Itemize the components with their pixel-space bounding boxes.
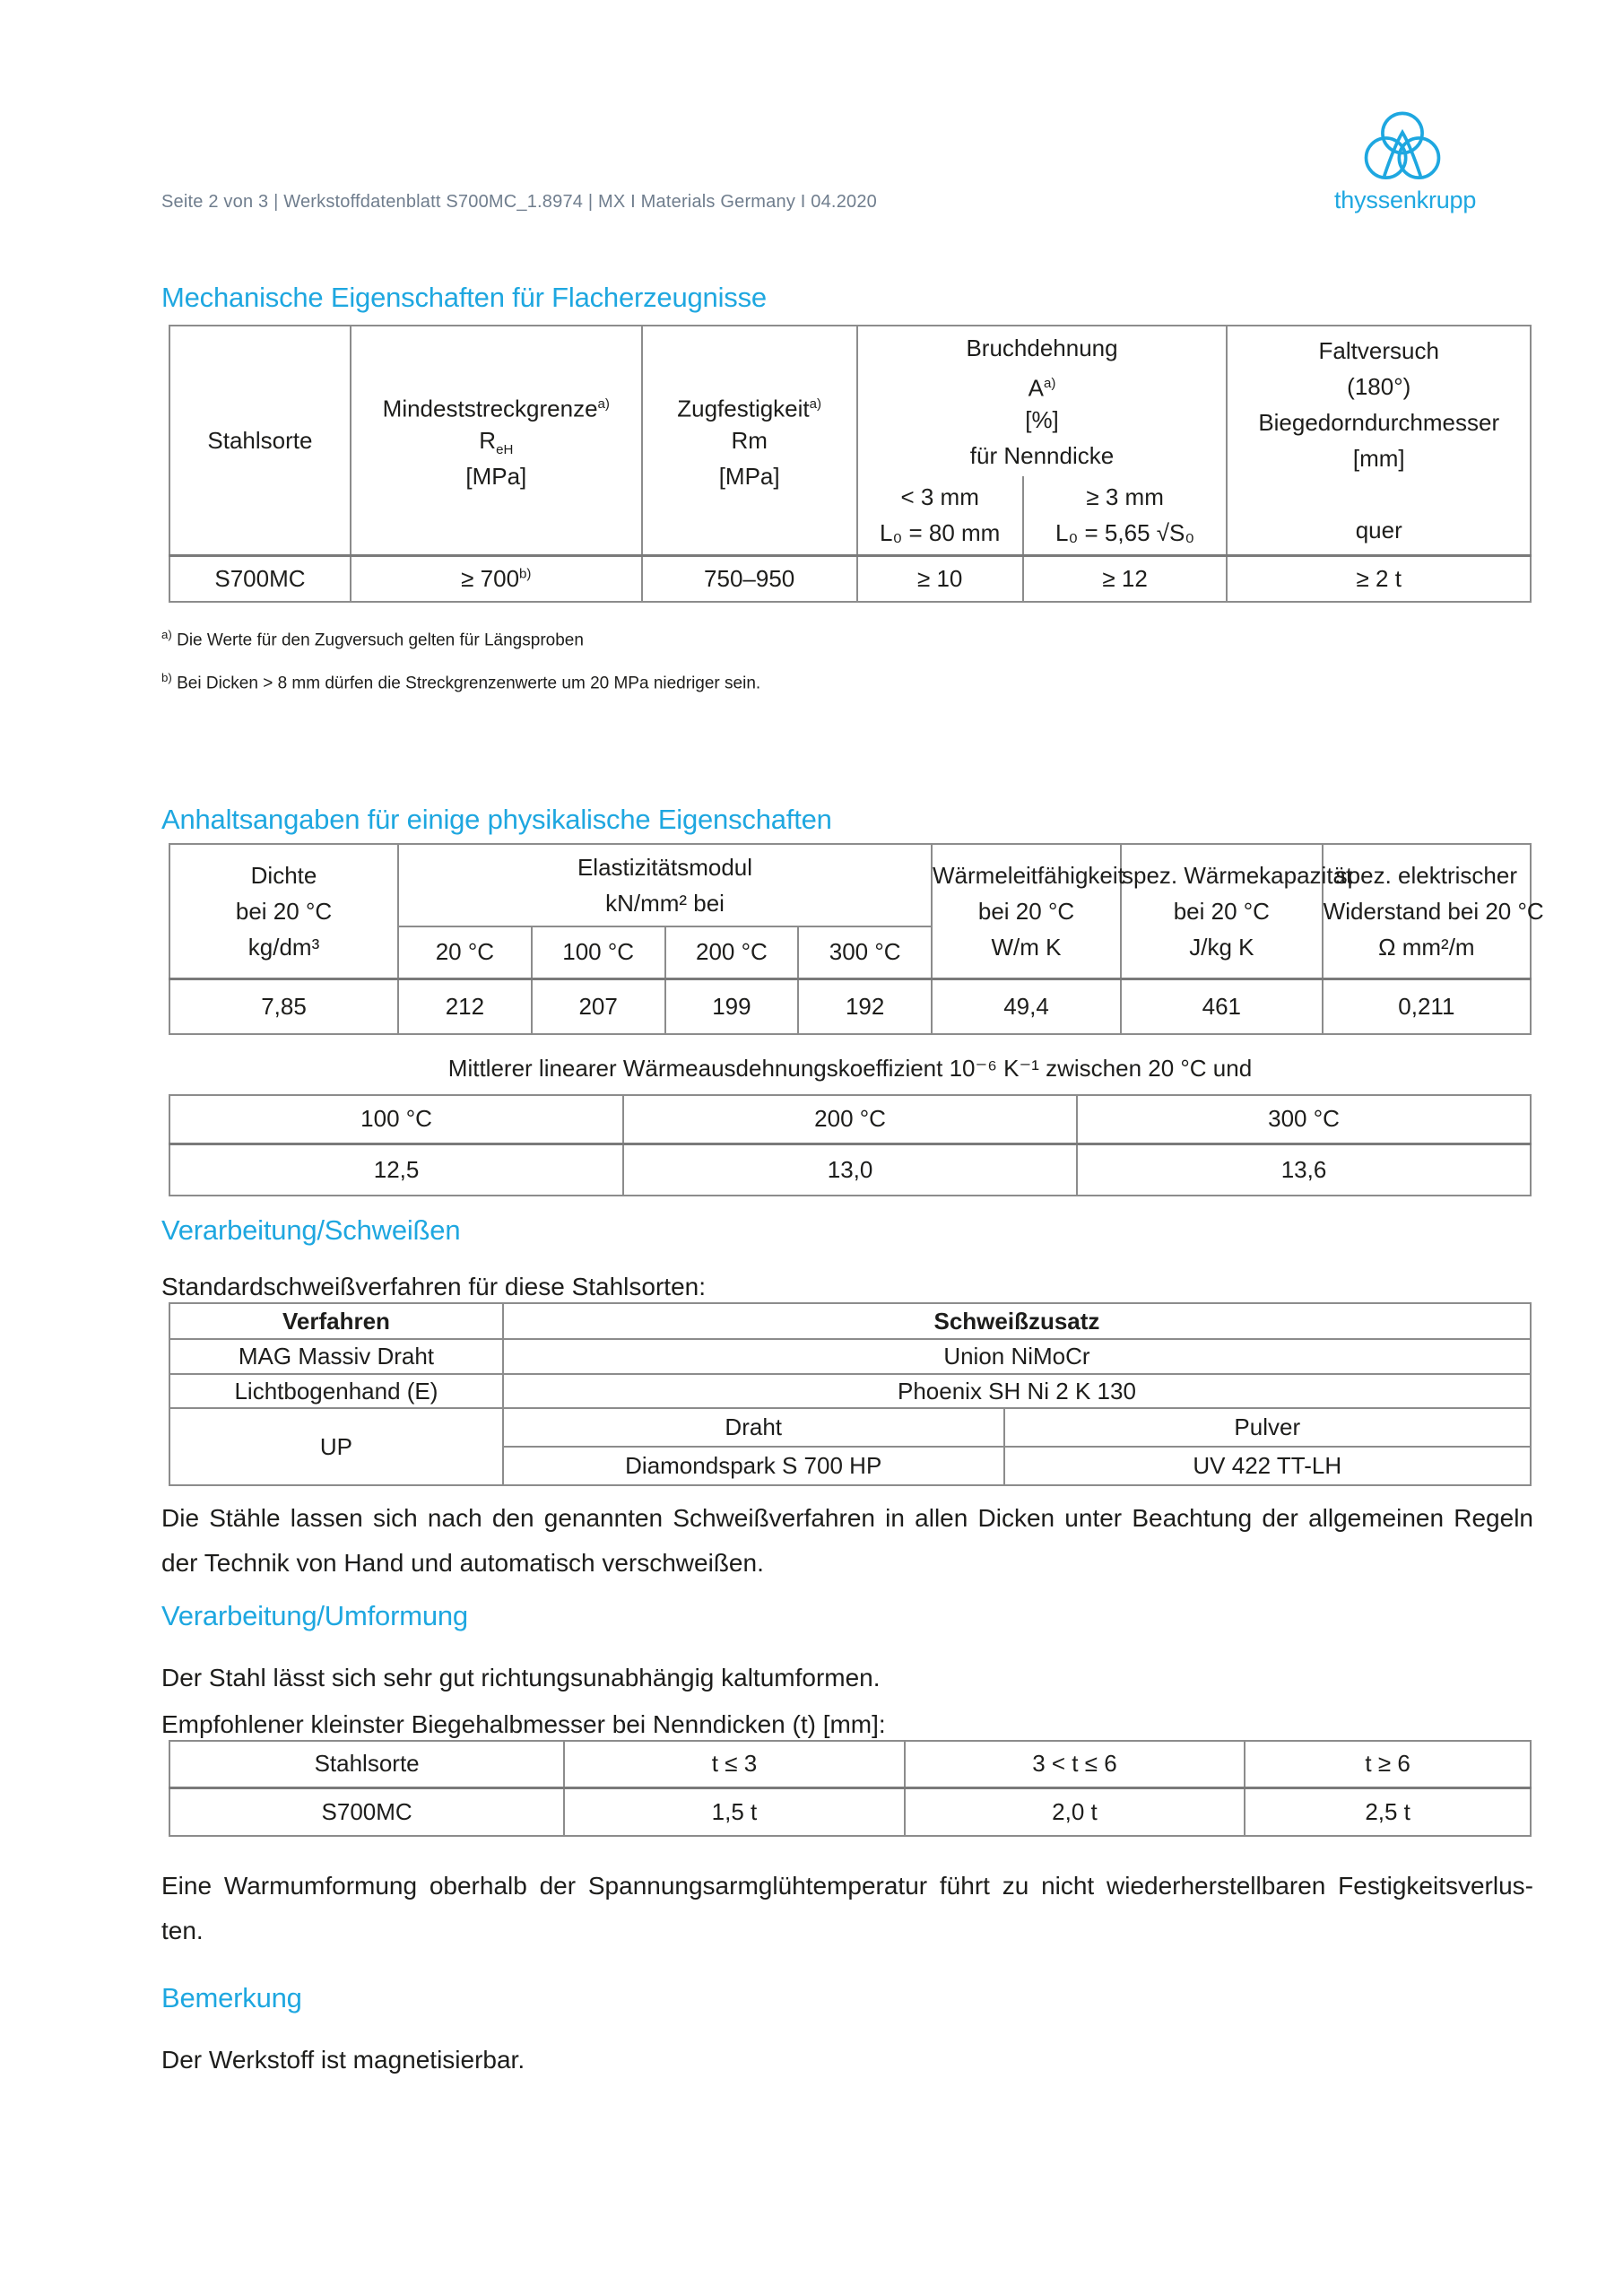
- cell-radius-t-3-6: 2,0 t: [905, 1787, 1245, 1836]
- cell-radius-t-le-3: 1,5 t: [564, 1787, 905, 1836]
- cell-method-lichtbogenhand: Lichtbogenhand (E): [169, 1374, 503, 1408]
- bending-radius-table: [169, 1740, 1532, 1837]
- welding-note-line2: der Technik von Hand und automatisch verschweißen.: [161, 1549, 764, 1577]
- table-row: [169, 978, 1531, 1034]
- brand-wordmark: thyssenkrupp: [1334, 187, 1477, 213]
- cell-method-up: UP: [169, 1408, 503, 1485]
- table-row: [169, 1374, 1531, 1408]
- col-header-conductivity: Wärmeleitfähigkeit bei 20 °C W/m K: [932, 844, 1121, 978]
- col-header-emodulus: Elastizitätsmodul kN/mm² bei: [398, 844, 932, 926]
- thermal-expansion-table: [169, 1094, 1532, 1196]
- section-title-mechanical: Mechanische Eigenschaften für Flacherzeugnisse: [161, 282, 767, 313]
- col-subheader-pulver: Pulver: [1004, 1408, 1531, 1447]
- cell-fold: ≥ 2 t: [1227, 555, 1531, 602]
- physical-properties-table: [169, 843, 1544, 1035]
- welding-table: [169, 1302, 1532, 1486]
- cell-emod-20: 212: [398, 978, 532, 1034]
- cell-filler-mag: Union NiMoCr: [503, 1339, 1531, 1374]
- col-header-schweisszusatz: Schweißzusatz: [503, 1303, 1531, 1339]
- col-header-t-le-3: t ≤ 3: [564, 1741, 905, 1787]
- table-row: [169, 1408, 1531, 1447]
- col-header-300c: 300 °C: [1077, 1095, 1531, 1144]
- forming-line2: Empfohlener kleinster Biegehalbmesser bei Nenndicken (t) [mm]:: [161, 1710, 886, 1738]
- col-header-t-ge-6: t ≥ 6: [1245, 1741, 1531, 1787]
- cell-heat-capacity: 461: [1121, 978, 1323, 1034]
- col-header-t-3-6: 3 < t ≤ 6: [905, 1741, 1245, 1787]
- col-header-yield: Mindeststreckgrenze$^{a)}$ $R_{eH}$ [MPa]: [351, 326, 642, 555]
- col-header-elongation: Bruchdehnung $A^{a)}$ [%] für Nenndicke: [857, 326, 1228, 476]
- cell-filler-lichtbogenhand: Phoenix SH Ni 2 K 130: [503, 1374, 1531, 1408]
- cell-up-wire: Diamondspark S 700 HP: [503, 1447, 1004, 1485]
- cell-expansion-100c: 12,5: [169, 1144, 623, 1196]
- welding-intro: Standardschweißverfahren für diese Stahlsorten:: [161, 1273, 706, 1300]
- col-header-heat-capacity: spez. Wärmekapazität bei 20 °C J/kg K: [1121, 844, 1323, 978]
- col-header-verfahren: Verfahren: [169, 1303, 503, 1339]
- section-title-physical: Anhaltsangaben für einige physikalische Eigenschaften: [161, 804, 832, 835]
- table-row: [169, 555, 1531, 602]
- col-subheader-temp-100: 100 °C: [532, 926, 665, 978]
- table-row: [169, 1787, 1531, 1836]
- col-subheader-temp-300: 300 °C: [798, 926, 932, 978]
- cell-grade: S700MC: [169, 555, 351, 602]
- col-subheader-temp-20: 20 °C: [398, 926, 532, 978]
- col-header-density: Dichte bei 20 °C kg/dm³: [169, 844, 398, 978]
- col-subheader-draht: Draht: [503, 1408, 1004, 1447]
- col-header-resistivity: spez. elektrischer Widerstand bei 20 °C Ω mm²/m: [1323, 844, 1531, 978]
- col-header-100c: 100 °C: [169, 1095, 623, 1144]
- spacer: [1228, 476, 1530, 512]
- mechanical-properties-table: [169, 325, 1532, 603]
- cell-density: 7,85: [169, 978, 398, 1034]
- cell-radius-t-ge-6: 2,5 t: [1245, 1787, 1531, 1836]
- cell-elong-ge: ≥ 12: [1023, 555, 1228, 602]
- welding-note-line1: Die Stähle lassen sich nach den genannten Schweißverfahren in allen Dicken unter Beachtung der allgemeinen Regeln: [161, 1504, 1533, 1532]
- cell-grade: S700MC: [169, 1787, 564, 1836]
- col-header-200c: 200 °C: [623, 1095, 1077, 1144]
- cell-conductivity: 49,4: [932, 978, 1121, 1034]
- cell-resistivity: 0,211: [1323, 978, 1531, 1034]
- cell-yield: ≥ $700^{b)}$: [351, 555, 642, 602]
- col-header-tensile: Zugfestigkeit$^{a)}$ Rm [MPa]: [642, 326, 857, 555]
- cell-tensile: 750–950: [642, 555, 857, 602]
- col-header-stahlsorte: Stahlsorte: [169, 1741, 564, 1787]
- cell-expansion-200c: 13,0: [623, 1144, 1077, 1196]
- col-header-stahlsorte: Stahlsorte: [169, 326, 351, 555]
- cell-expansion-300c: 13,6: [1077, 1144, 1531, 1196]
- cell-emod-100: 207: [532, 978, 665, 1034]
- col-subheader-temp-200: 200 °C: [665, 926, 799, 978]
- forming-warning-line2: ten.: [161, 1917, 204, 1944]
- cell-method-mag: MAG Massiv Draht: [169, 1339, 503, 1374]
- forming-line1: Der Stahl lässt sich sehr gut richtungsunabhängig kaltumformen.: [161, 1664, 881, 1692]
- section-title-welding: Verarbeitung/Schweißen: [161, 1214, 461, 1246]
- table-row: [169, 1144, 1531, 1196]
- footnote-b: $^{b)}$ Bei Dicken > 8 mm dürfen die Streckgrenzenwerte um 20 MPa niedriger sein.: [161, 671, 761, 693]
- col-subheader-lt3mm: < 3 mm L₀ = 80 mm: [857, 476, 1023, 555]
- col-header-fold-test: Faltversuch (180°) Biegedorndurchmesser [mm] quer: [1227, 326, 1531, 555]
- expansion-caption: Mittlerer linearer Wärmeausdehnungskoeffizient 10⁻⁶ K⁻¹ zwischen 20 °C und: [447, 1055, 1253, 1082]
- remark-text: Der Werkstoff ist magnetisierbar.: [161, 2046, 525, 2074]
- page-meta-line: Seite 2 von 3 | Werkstoffdatenblatt S700MC_1.8974 | MX I Materials Germany I 04.2020: [161, 192, 877, 212]
- cell-emod-300: 192: [798, 978, 932, 1034]
- section-title-forming: Verarbeitung/Umformung: [161, 1600, 468, 1631]
- col-subheader-ge3mm: ≥ 3 mm L₀ = 5,65 √S₀: [1023, 476, 1228, 555]
- cell-up-powder: UV 422 TT-LH: [1004, 1447, 1531, 1485]
- forming-warning-line1: Eine Warmumformung oberhalb der Spannungsarmglühtemperatur führt zu nicht wiederherstellbaren Festigkeitsverlus-: [161, 1872, 1533, 1900]
- cell-emod-200: 199: [665, 978, 799, 1034]
- footnote-a: $^{a)}$ Die Werte für den Zugversuch gelten für Längsproben: [161, 628, 584, 650]
- cell-elong-lt: ≥ 10: [857, 555, 1023, 602]
- section-title-remark: Bemerkung: [161, 1982, 302, 2013]
- table-row: [169, 1339, 1531, 1374]
